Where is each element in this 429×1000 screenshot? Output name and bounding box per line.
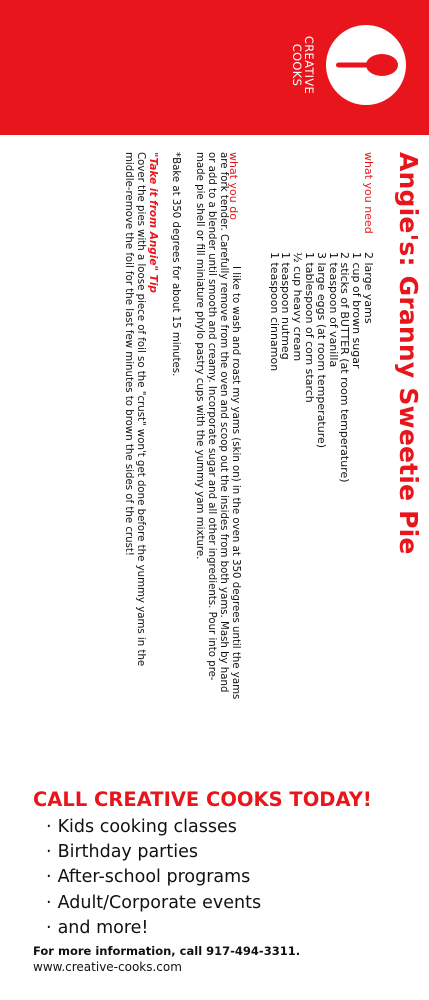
service-label: Birthday parties [57,842,198,863]
service-label: After-school programs [57,867,251,888]
service-label: Kids cooking classes [57,817,237,837]
ingredients-label: what you need [362,152,375,234]
ingredient-item: 2 sticks of BUTTER (at room temperature) [338,252,352,483]
promo-headline: CALL CREATIVE COOKS TODAY! [33,788,372,811]
service-item [46,815,261,840]
tip-title: "Take it from Angie" Tip [147,152,159,293]
tip-body: Cover the pies with a loose piece of foil so the "crust" won't get done before the yummy yams in the middle-remove the foil for the last few minutes to brown the sides of the crust! [123,152,146,667]
bake-note: *Bake at 350 degrees for about 15 minutes. [170,152,181,377]
ingredient-item: 1 tablespoon of corn starch [303,252,317,403]
bullet-icon: · [46,892,52,913]
service-item [46,891,261,916]
ingredient-item: ½ cup heavy cream [291,252,305,362]
logo-line-cooks: COOKS [290,43,304,87]
bullet-icon: · [46,842,52,863]
directions-label: what you do [227,152,240,220]
ingredient-list [268,252,374,483]
bullet-icon: · [46,867,52,888]
service-item [46,916,261,941]
contact-phone: For more information, call 917-494-3311. [33,944,301,958]
ingredient-item: 1 teaspoon nutmeg [279,252,293,360]
logo-line-creative: CREATIVE [302,35,316,95]
services-list [46,815,261,941]
ingredient-item: 3 large eggs (at room temperature) [314,252,328,449]
logo-wordmark [283,30,323,100]
ingredient-item: 1 teaspoon cinnamon [267,252,281,372]
bullet-icon: · [46,917,52,938]
bullet-icon: · [46,817,52,837]
ingredient-item: 1 cup of brown sugar [350,252,364,369]
ingredient-item: 2 large yams [362,252,375,324]
directions-text: I like to wash and roast my yams (skin on) in the oven at 350 degrees until the yams are fork tender. Carefully remove from the oven and scoop out the insides from both yams. Mash by hand or add to a blender until smooth and creamy. Incorporate sugar and all other ingredients. Pour into pre-made pie shell or fill miniature phylo pastry cups with the yummy yam mixture. [194,152,241,700]
ingredient-item: 1 teaspoon of vanilla [326,252,340,368]
logo-badge [326,25,406,105]
service-label: Adult/Corporate events [57,892,262,913]
website-link[interactable]: www.creative-cooks.com [33,960,182,974]
recipe-panel [0,140,429,700]
service-item [46,865,261,890]
header-band [0,0,429,135]
service-item [46,840,261,865]
service-label: and more! [57,917,149,938]
spoon-icon [326,25,406,105]
recipe-title: Angie's: Granny Sweetie Pie [394,152,423,555]
